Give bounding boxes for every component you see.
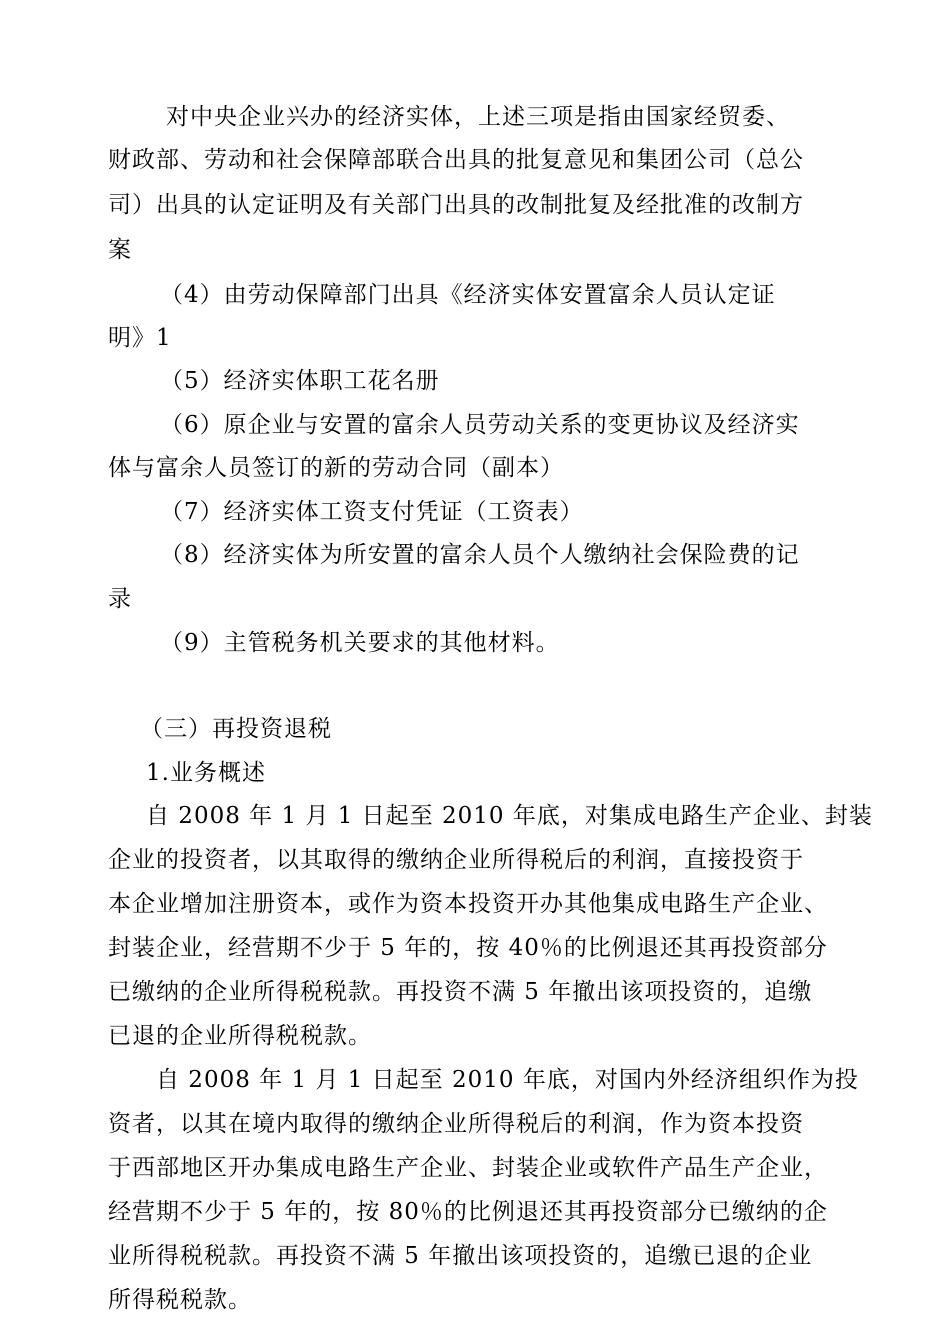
- list-item-9: （9）主管税务机关要求的其他材料。: [160, 630, 560, 656]
- paragraph-3-line-3: 于西部地区开办集成电路生产企业、封装企业或软件产品生产企业，: [108, 1155, 828, 1181]
- paragraph-2-line-3: 本企业增加注册资本，或作为资本投资开办其他集成电路生产企业、: [108, 891, 828, 917]
- paragraph-2-line-6: 已退的企业所得税税款。: [108, 1023, 372, 1049]
- paragraph-3-line-4: 经营期不少于 5 年的，按 80％的比例退还其再投资部分已缴纳的企: [108, 1199, 828, 1225]
- list-item-6-line-1: （6）原企业与安置的富余人员劳动关系的变更协议及经济实: [160, 412, 800, 438]
- list-item-4-line-2: 明》1: [108, 325, 172, 351]
- paragraph-2-line-1: 自 2008 年 1 月 1 日起至 2010 年底，对集成电路生产企业、封装: [146, 803, 873, 829]
- list-item-8-line-1: （8）经济实体为所安置的富余人员个人缴纳社会保险费的记: [160, 542, 800, 568]
- section-heading: （三）再投资退税: [140, 716, 332, 742]
- list-item-4-line-1: （4）由劳动保障部门出具《经济实体安置富余人员认定证: [160, 282, 776, 308]
- paragraph-1-line-3: 司）出具的认定证明及有关部门出具的改制批复及经批准的改制方: [108, 192, 804, 218]
- paragraph-3-line-1: 自 2008 年 1 月 1 日起至 2010 年底，对国内外经济组织作为投: [156, 1067, 859, 1093]
- paragraph-3-line-5: 业所得税税款。再投资不满 5 年撤出该项投资的，追缴已退的企业: [108, 1243, 813, 1269]
- subsection-heading: 1.业务概述: [146, 760, 266, 786]
- paragraph-2-line-2: 企业的投资者，以其取得的缴纳企业所得税后的利润，直接投资于: [108, 847, 804, 873]
- list-item-7: （7）经济实体工资支付凭证（工资表）: [160, 499, 584, 525]
- list-item-5: （5）经济实体职工花名册: [160, 368, 440, 394]
- paragraph-1-line-2: 财政部、劳动和社会保障部联合出具的批复意见和集团公司（总公: [108, 147, 804, 173]
- paragraph-2-line-5: 已缴纳的企业所得税税款。再投资不满 5 年撤出该项投资的，追缴: [108, 979, 813, 1005]
- paragraph-3-line-6: 所得税税款。: [108, 1287, 252, 1313]
- paragraph-3-line-2: 资者，以其在境内取得的缴纳企业所得税后的利润，作为资本投资: [108, 1111, 804, 1137]
- paragraph-1-line-4: 案: [108, 237, 132, 263]
- paragraph-2-line-4: 封装企业，经营期不少于 5 年的，按 40％的比例退还其再投资部分: [108, 935, 828, 961]
- paragraph-1-line-1: 对中央企业兴办的经济实体，上述三项是指由国家经贸委、: [166, 104, 790, 130]
- list-item-6-line-2: 体与富余人员签订的新的劳动合同（副本）: [108, 455, 564, 481]
- list-item-8-line-2: 录: [108, 586, 132, 612]
